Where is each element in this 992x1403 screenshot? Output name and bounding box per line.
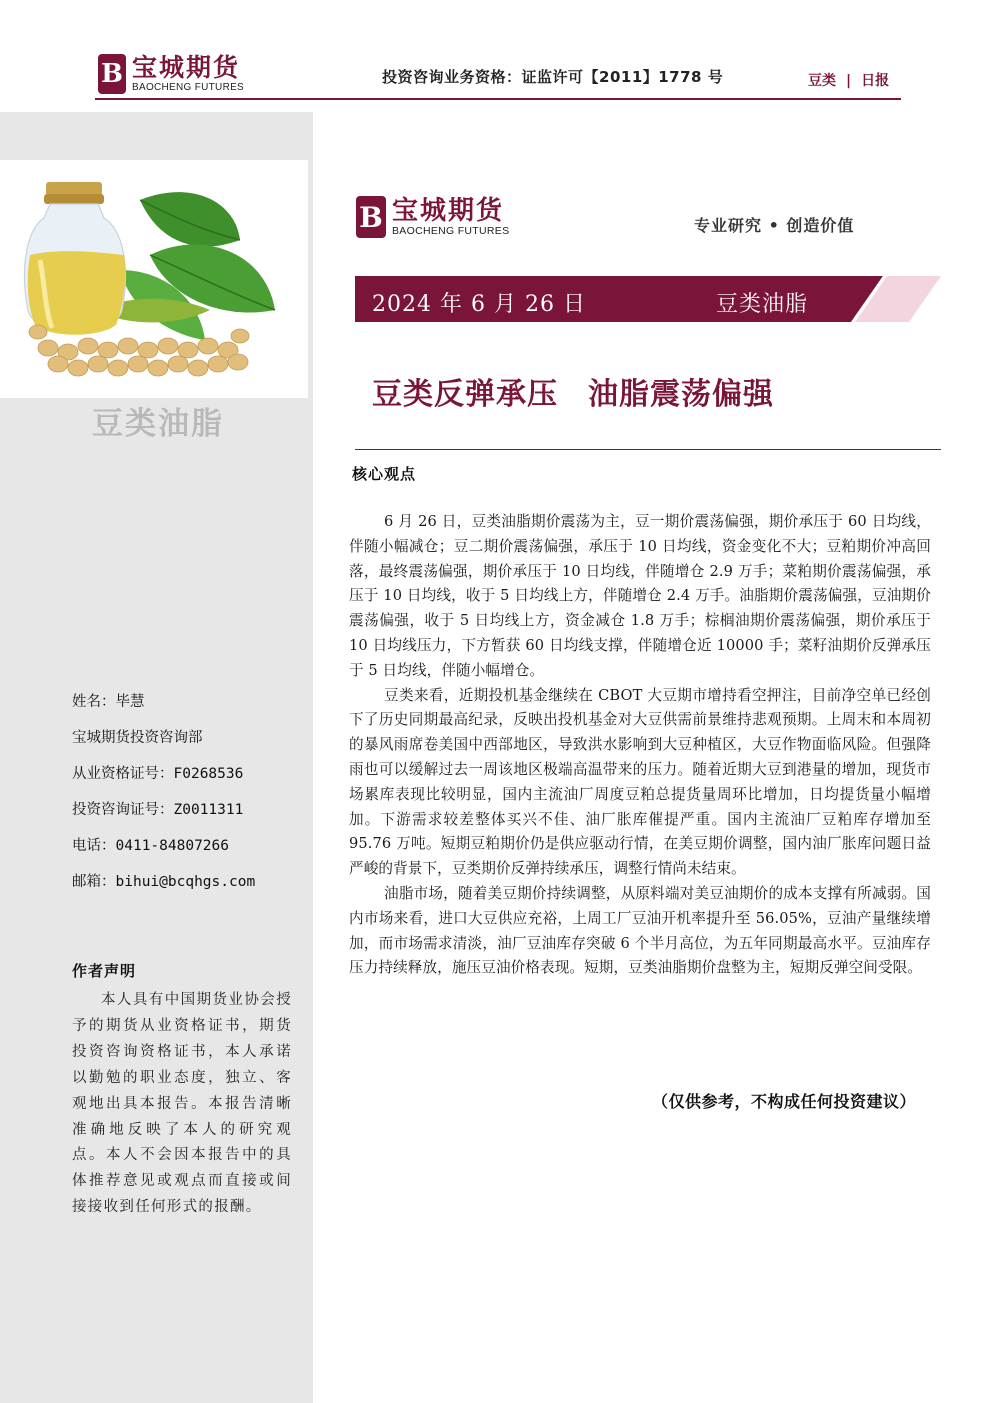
declaration-title: 作者声明	[72, 962, 137, 980]
logo-mark-icon: B	[356, 196, 386, 238]
headline-divider	[355, 449, 941, 450]
article-body	[349, 510, 931, 981]
analyst-department: 宝城期货投资咨询部	[72, 730, 203, 746]
soybean-oil-jar-icon	[0, 160, 308, 398]
declaration-body: 本人具有中国期货业协会授予的期货从业资格证书，期货投资咨询资格证书，本人承诺以勤勉的职业态度，独立、客观地出具本报告。本报告清晰准确地反映了本人的研究观点。本人不会因本报告中的具体推荐意见或观点而直接或间接接收到任何形式的报酬。	[72, 992, 292, 1216]
license-text: 投资咨询业务资格：证监许可【2011】1778 号	[382, 68, 724, 86]
tag-type: 日报	[861, 73, 890, 89]
report-tags	[808, 70, 889, 90]
advisory-number: 投资咨询证号：Z0011311	[72, 802, 244, 818]
report-date: 2024 年 6 月 26 日	[372, 292, 586, 317]
tag-category: 豆类	[808, 73, 836, 89]
logo-en-text: BAOCHENG FUTURES	[392, 225, 510, 237]
article-paragraph: 油脂市场，随着美豆期价持续调整，从原料端对美豆油期价的成本支撑有所减弱。国内市场来看，进口大豆供应充裕，上周工厂豆油开机率提升至 56.05%，豆油产量继续增加，而市场需求清淡，油厂豆油库存突破 6 个半月高位，为五年同期最高水平。豆油库存压力持续释放，施压豆油价格表现。短期，豆类油脂期价盘整为主，短期反弹空间受限。	[349, 884, 931, 977]
logo-cn-text: 宝城期货	[392, 196, 505, 226]
headline-part-2: 油脂震荡偏强	[588, 377, 774, 412]
report-category: 豆类油脂	[716, 292, 809, 317]
report-header	[0, 0, 992, 108]
headline-part-1: 豆类反弹承压	[372, 377, 558, 412]
analyst-name: 姓名：毕慧	[72, 694, 145, 710]
slogan: 专业研究 • 创造价值	[694, 216, 855, 235]
soybean-oil-image	[0, 160, 308, 398]
article-paragraph: 6 月 26 日，豆类油脂期价震荡为主，豆一期价震荡偏强，期价承压于 60 日均线，伴随小幅减仓；豆二期价震荡偏强，承压于 10 日均线，资金变化不大；豆粕期价冲高回落，最终震荡偏强，期价承压于 10 日均线，伴随增仓 2.9 万手；菜粕期价震荡偏强，承压于 10 日均线，收于 5 日均线上方，伴随增仓 2.4 万手。油脂期价震荡偏强，豆油期价震荡偏强，收于 5 日均线上方，资金减仓 1.8 万手；棕榈油期价震荡偏强，期价承压于 10 日均线压力，下方暂获 60 日均线支撑，伴随增仓近 10000 手；菜籽油期价反弹承压于 5 日均线，伴随小幅增仓。	[349, 513, 931, 679]
analyst-email: 邮箱：bihui@bcqhgs.com	[72, 874, 256, 890]
core-view-title: 核心观点	[352, 465, 417, 483]
logo-mark-icon: B	[98, 54, 126, 94]
qualification-number: 从业资格证号：F0268536	[72, 766, 244, 782]
logo-cn-text: 宝城期货	[132, 53, 241, 82]
sidebar-caption: 豆类油脂	[92, 406, 224, 442]
header-divider	[95, 98, 901, 100]
report-headline	[372, 369, 774, 413]
logo-en-text: BAOCHENG FUTURES	[132, 82, 245, 93]
header-logo	[98, 54, 244, 94]
analyst-contact	[72, 690, 255, 906]
main-logo	[356, 196, 509, 238]
analyst-phone: 电话：0411-84807266	[72, 838, 229, 854]
tag-separator: |	[846, 73, 852, 89]
article-paragraph: 豆类来看，近期投机基金继续在 CBOT 大豆期市增持看空押注，目前净空单已经创下了历史同期最高纪录，反映出投机基金对大豆供需前景维持悲观预期。上周末和本周初的暴风雨席卷美国中西部地区，导致洪水影响到大豆种植区，大豆作物面临风险。但强降雨也可以缓解过去一周该地区极端高温带来的压力。随着近期大豆到港量的增加，现货市场累库表现比较明显，国内主流油厂周度豆粕总提货量周环比增加，日均提货量小幅增加。下游需求较差整体买兴不佳、油厂胀库催提严重。国内主流油厂豆粕库存增加至 95.76 万吨。短期豆粕期价仍是供应驱动行情，在美豆期价调整，国内油厂胀库问题日益严峻的背景下，豆类期价反弹持续承压，调整行情尚未结束。	[349, 686, 931, 878]
disclaimer: （仅供参考，不构成任何投资建议）	[652, 1092, 917, 1111]
